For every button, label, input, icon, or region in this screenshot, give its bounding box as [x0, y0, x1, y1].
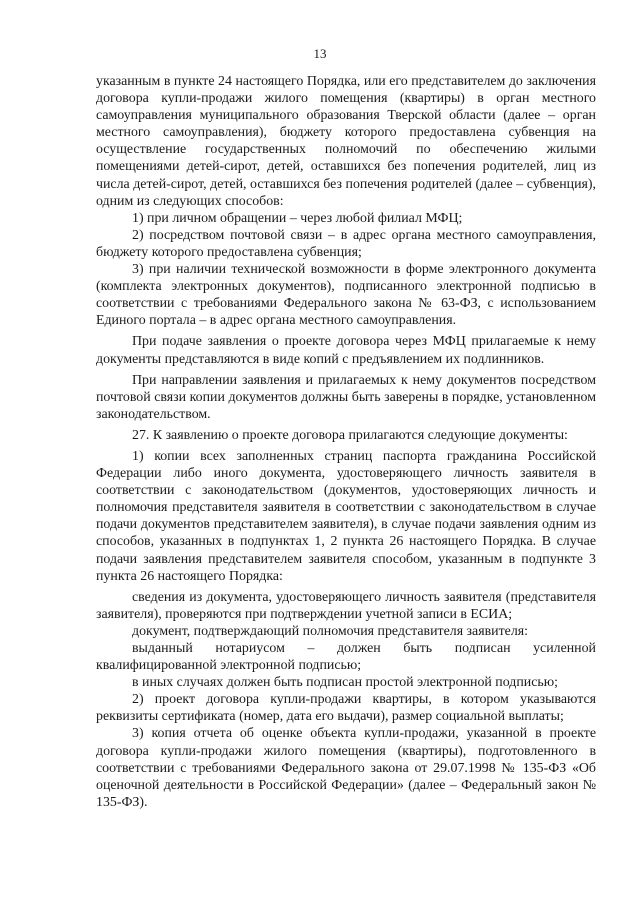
- paragraph-item-2: 2) посредством почтовой связи – в адрес органа местного самоуправления, бюджету которого предоставлена субвенция;: [96, 227, 596, 260]
- paragraph-simple-signature: в иных случаях должен быть подписан простой электронной подписью;: [132, 675, 558, 691]
- paragraph-notary: выданный нотариусом – должен быть подписан усиленной квалифицированной электронной подписью;: [96, 641, 596, 674]
- document-body: [96, 73, 596, 811]
- paragraph-section-27: 27. К заявлению о проекте договора прилагаются следующие документы:: [132, 427, 568, 443]
- paragraph-item-3: 3) при наличии технической возможности в форме электронного документа (комплекта электронных документов), подписанного электронной подписью в соответствии с требованиями Федерального закона № 63-ФЗ, с использованием Единого портала – в адрес органа местного самоуправления.: [96, 262, 596, 329]
- paragraph-postal: При направлении заявления и прилагаемых к нему документов посредством почтовой связи копии документов должны быть заверены в порядке, установленном законодательством.: [96, 372, 596, 422]
- paragraph-27-item-2: 2) проект договора купли-продажи квартиры, в котором указываются реквизиты сертификата (номер, дата его выдачи), размер социальной выплаты;: [96, 692, 596, 725]
- paragraph-27-item-3: 3) копия отчета об оценке объекта купли-продажи, указанной в проекте договора купли-продажи жилого помещения (квартиры), подготовленного в соответствии с требованиями Федерального закона от 29.07.1998 № 135-ФЗ «Об оценочной деятельности в Российской Федерации» (далее – Федеральный закон № 135-ФЗ).: [96, 726, 596, 810]
- paragraph-27-item-1: 1) копии всех заполненных страниц паспорта гражданина Российской Федерации либо иного документа, удостоверяющего личность заявителя в соответствии с законодательством (документов, удостоверяющих личность и полномочия представителя заявителя в соответствии с законодательством в случае подачи документов представителем заявителя), в случае подачи заявления одним из способов, указанных в подпунктах 1, 2 пункта 26 настоящего Порядка. В случае подачи заявления представителем заявителя способом, указанным в подпункте 3 пункта 26 настоящего Порядка:: [96, 448, 596, 584]
- paragraph-identity-info: сведения из документа, удостоверяющего личность заявителя (представителя заявителя), проверяются при подтверждении учетной записи в ЕСИА;: [96, 589, 596, 622]
- paragraph-authority-doc: документ, подтверждающий полномочия представителя заявителя:: [132, 623, 529, 639]
- paragraph-item-1: 1) при личном обращении – через любой филиал МФЦ;: [132, 210, 463, 226]
- paragraph-continuation: указанным в пункте 24 настоящего Порядка, или его представителем до заключения договора купли-продажи жилого помещения (квартиры) в орган местного самоуправления муниципального образования Тверской области (далее – орган местного самоуправления), бюджету которого предоставлена субвенция на осуществление государственных полномочий по обеспечению жилыми помещениями детей-сирот, детей, оставшихся без попечения родителей, лиц из числа детей-сирот, детей, оставшихся без попечения родителей (далее – субвенция), одним из следующих способов:: [96, 74, 596, 209]
- page-number: 13: [313, 46, 327, 61]
- paragraph-mfc: При подаче заявления о проекте договора через МФЦ прилагаемые к нему документы представляются в виде копий с предъявлением их подлинников.: [96, 334, 596, 367]
